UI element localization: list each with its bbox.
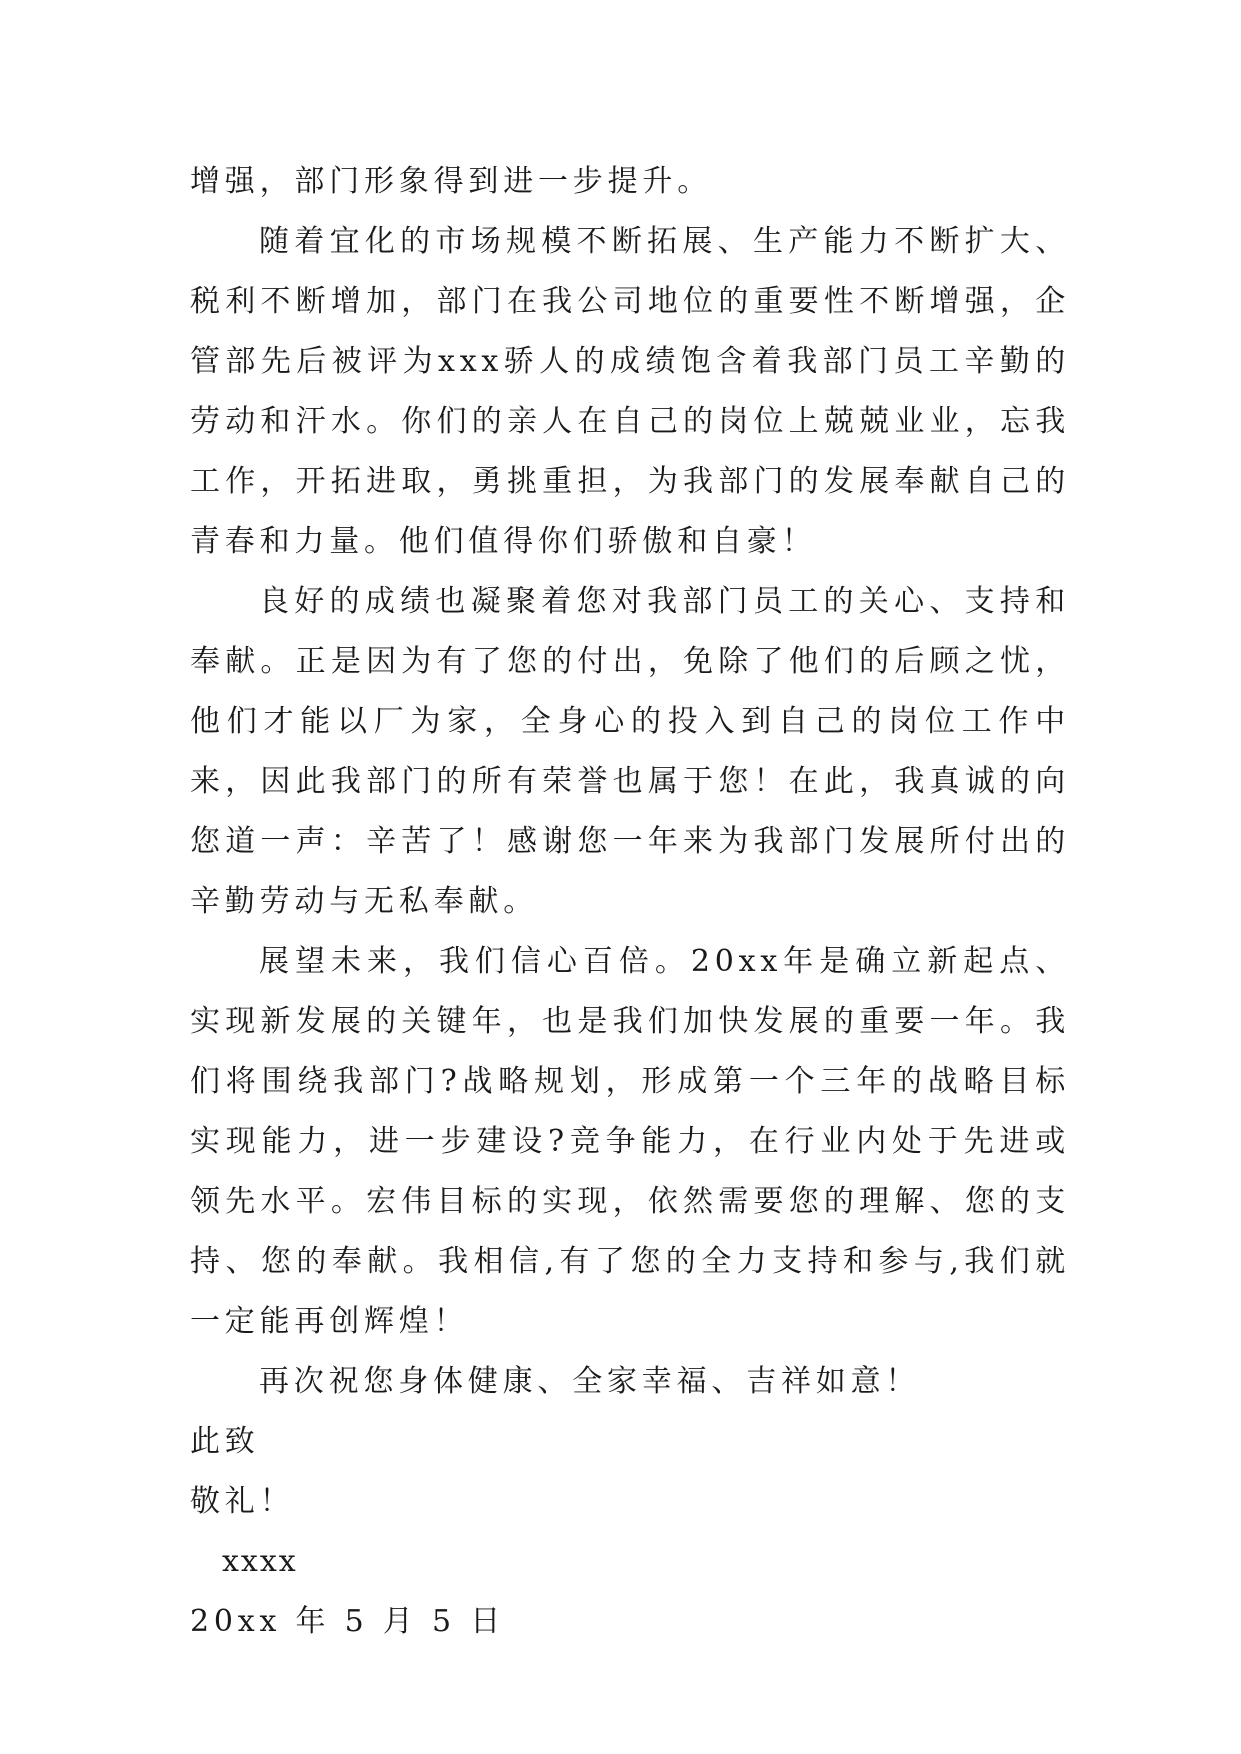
paragraph-continuation: 增强，部门形象得到进一步提升。 bbox=[190, 164, 712, 199]
signature: xxxx bbox=[222, 1544, 298, 1579]
paragraph-family-support: 良好的成绩也凝聚着您对我部门员工的关心、支持和奉献。正是因为有了您的付出，免除了他们的后顾之忧，他们才能以厂为家，全身心的投入到自己的岗位工作中来，因此我部门的所有荣誉也属于您！在此，我真诚的向您道一声：辛苦了！感谢您一年来为我部门发展所付出的辛勤劳动与无私奉献。 bbox=[190, 584, 1070, 919]
closing-salutation: 此致 bbox=[190, 1424, 260, 1459]
letter-date: 20xx 年 5 月 5 日 bbox=[190, 1604, 506, 1639]
closing-respect: 敬礼！ bbox=[190, 1484, 295, 1519]
paragraph-blessing: 再次祝您身体健康、全家幸福、吉祥如意！ bbox=[259, 1364, 921, 1399]
paragraph-market-growth: 随着宜化的市场规模不断拓展、生产能力不断扩大、税利不断增加，部门在我公司地位的重要性不断增强，企管部先后被评为xxx骄人的成绩饱含着我部门员工辛勤的劳动和汗水。你们的亲人在自己的岗位上兢兢业业，忘我工作，开拓进取，勇挑重担，为我部门的发展奉献自己的青春和力量。他们值得你们骄傲和自豪！ bbox=[190, 224, 1070, 559]
paragraph-future-outlook: 展望未来，我们信心百倍。20xx年是确立新起点、实现新发展的关键年，也是我们加快发展的重要一年。我们将围绕我部门?战略规划，形成第一个三年的战略目标实现能力，进一步建设?竞争能力，在行业内处于先进或领先水平。宏伟目标的实现，依然需要您的理解、您的支持、您的奉献。我相信,有了您的全力支持和参与,我们就一定能再创辉煌！ bbox=[190, 944, 1070, 1339]
letter-body bbox=[190, 152, 1070, 1652]
